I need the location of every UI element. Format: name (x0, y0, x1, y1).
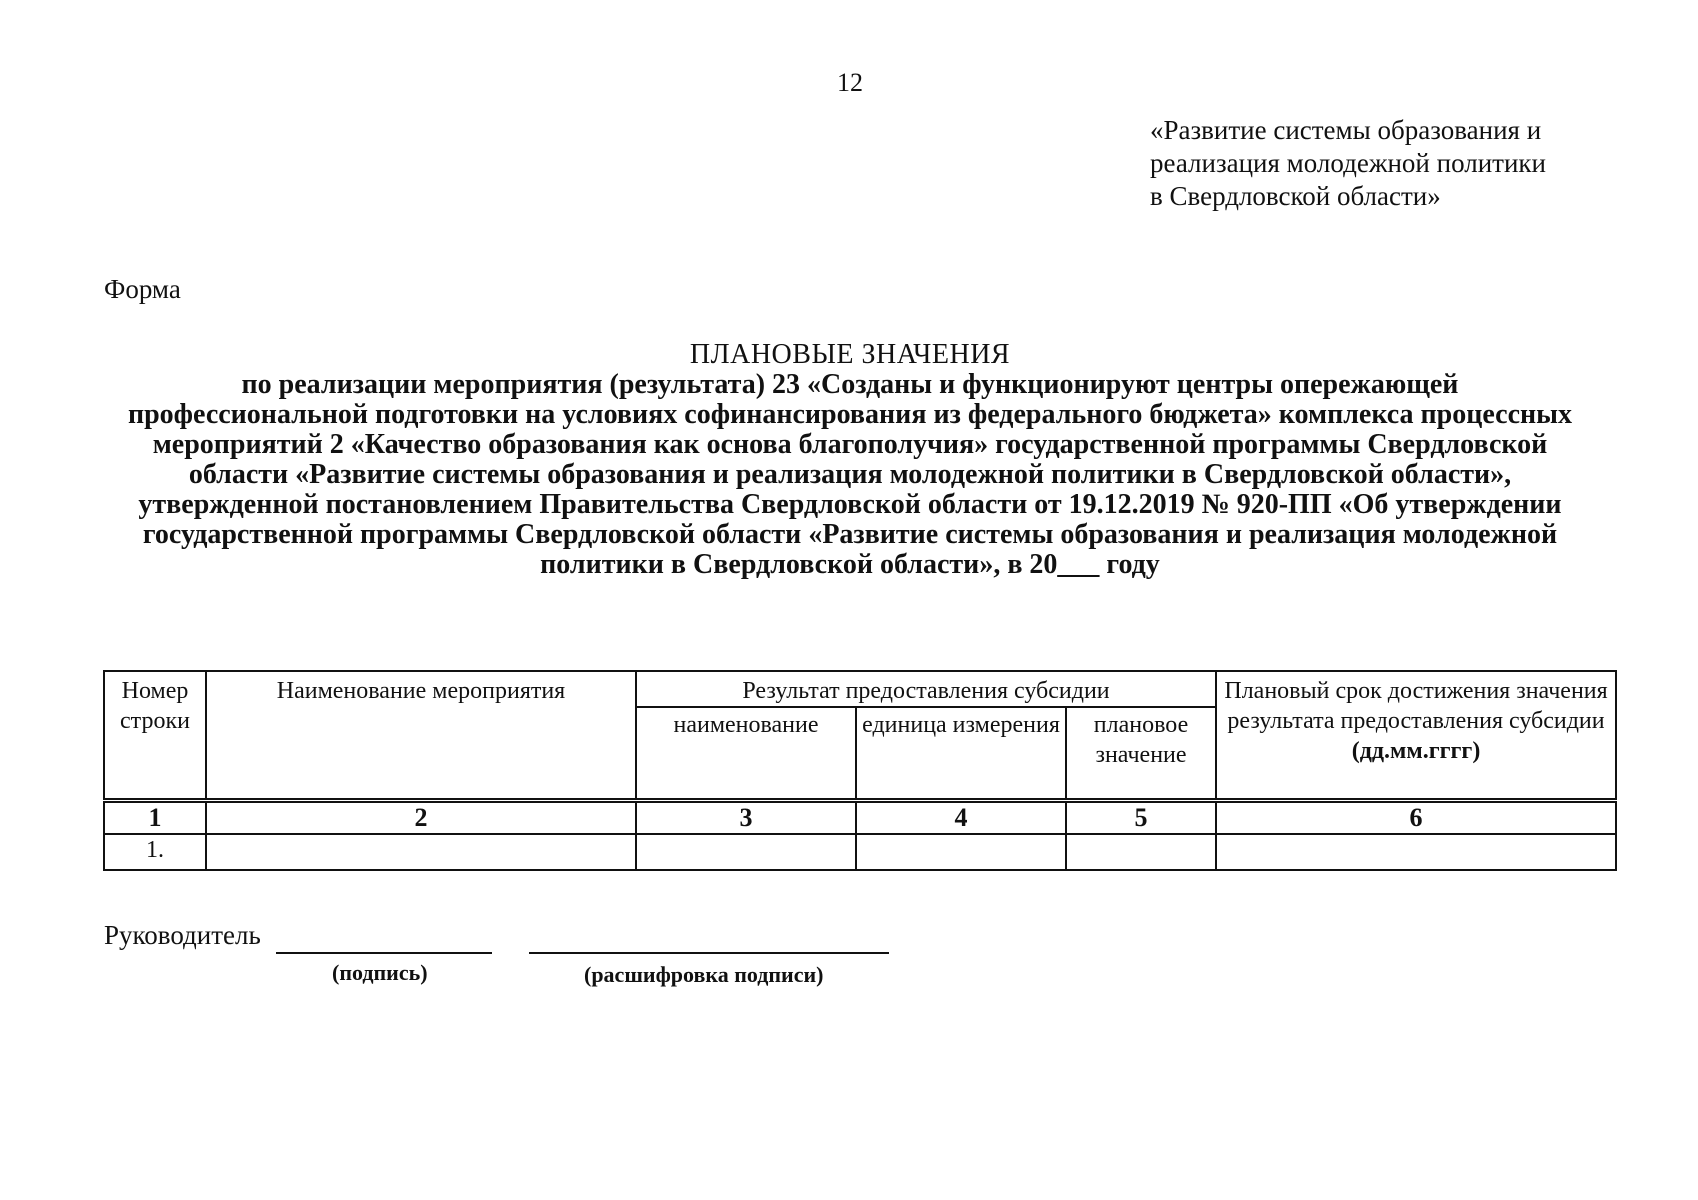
signature-line (276, 952, 492, 954)
cell-planned-value (1066, 834, 1216, 870)
header-row-number: Номер строки (104, 671, 206, 801)
signature-caption: (подпись) (332, 960, 428, 985)
title-heading: ПЛАНОВЫЕ ЗНАЧЕНИЯ (689, 339, 1011, 370)
column-number: 4 (856, 801, 1066, 835)
title-line: по реализации мероприятия (результата) 23 «Созданы и функционируют центры опережающей (241, 369, 1459, 400)
signature-decoding-line (529, 952, 889, 954)
title-line: политики в Свердловской области», в 20___ году (540, 549, 1160, 580)
title-line: профессиональной подготовки на условиях софинансирования из федерального бюджета» комплекса процессных (127, 399, 1573, 430)
column-number: 6 (1216, 801, 1616, 835)
title-line: государственной программы Свердловской области «Развитие системы образования и реализация молодежной (142, 519, 1558, 550)
column-number: 5 (1066, 801, 1216, 835)
cell-deadline (1216, 834, 1616, 870)
header-subsidy-result: Результат предоставления субсидии (636, 671, 1216, 707)
cell-unit (856, 834, 1066, 870)
program-reference-line: реализация молодежной политики (1150, 148, 1546, 178)
header-event-name: Наименование мероприятия (206, 671, 636, 801)
planned-values-table (103, 670, 1617, 871)
header-deadline-text: Плановый срок достижения значения результата предоставления субсидии (1224, 678, 1608, 734)
signature-block (104, 920, 1004, 990)
form-label: Форма (104, 274, 181, 304)
program-reference-line: в Свердловской области» (1150, 181, 1441, 211)
column-number: 2 (206, 801, 636, 835)
signature-decoding-caption: (расшифровка подписи) (584, 962, 824, 987)
title-line: области «Развитие системы образования и реализация молодежной политики в Свердловской области», (188, 459, 1512, 490)
header-planned-value: плановое значение (1066, 707, 1216, 801)
header-deadline-format: (дд.мм.гггг) (1351, 738, 1481, 764)
cell-event-name (206, 834, 636, 870)
header-unit: единица измерения (856, 707, 1066, 801)
header-deadline (1216, 671, 1616, 801)
column-number: 1 (104, 801, 206, 835)
title-line: утвержденной постановлением Правительства Свердловской области от 19.12.2019 № 920-ПП «Об утверждении (138, 489, 1562, 520)
cell-row-number: 1. (104, 834, 206, 870)
cell-result-name (636, 834, 856, 870)
title-line: мероприятий 2 «Качество образования как основа благополучия» государственной программы Свердловской (152, 429, 1548, 460)
table-row (104, 834, 1616, 870)
column-numbers-row (104, 801, 1616, 835)
page-number: 12 (837, 68, 863, 97)
signature-label: Руководитель (104, 920, 261, 950)
column-number: 3 (636, 801, 856, 835)
document-title (100, 340, 1600, 580)
program-reference (1150, 114, 1650, 213)
header-result-name: наименование (636, 707, 856, 801)
program-reference-line: «Развитие системы образования и (1150, 115, 1542, 145)
